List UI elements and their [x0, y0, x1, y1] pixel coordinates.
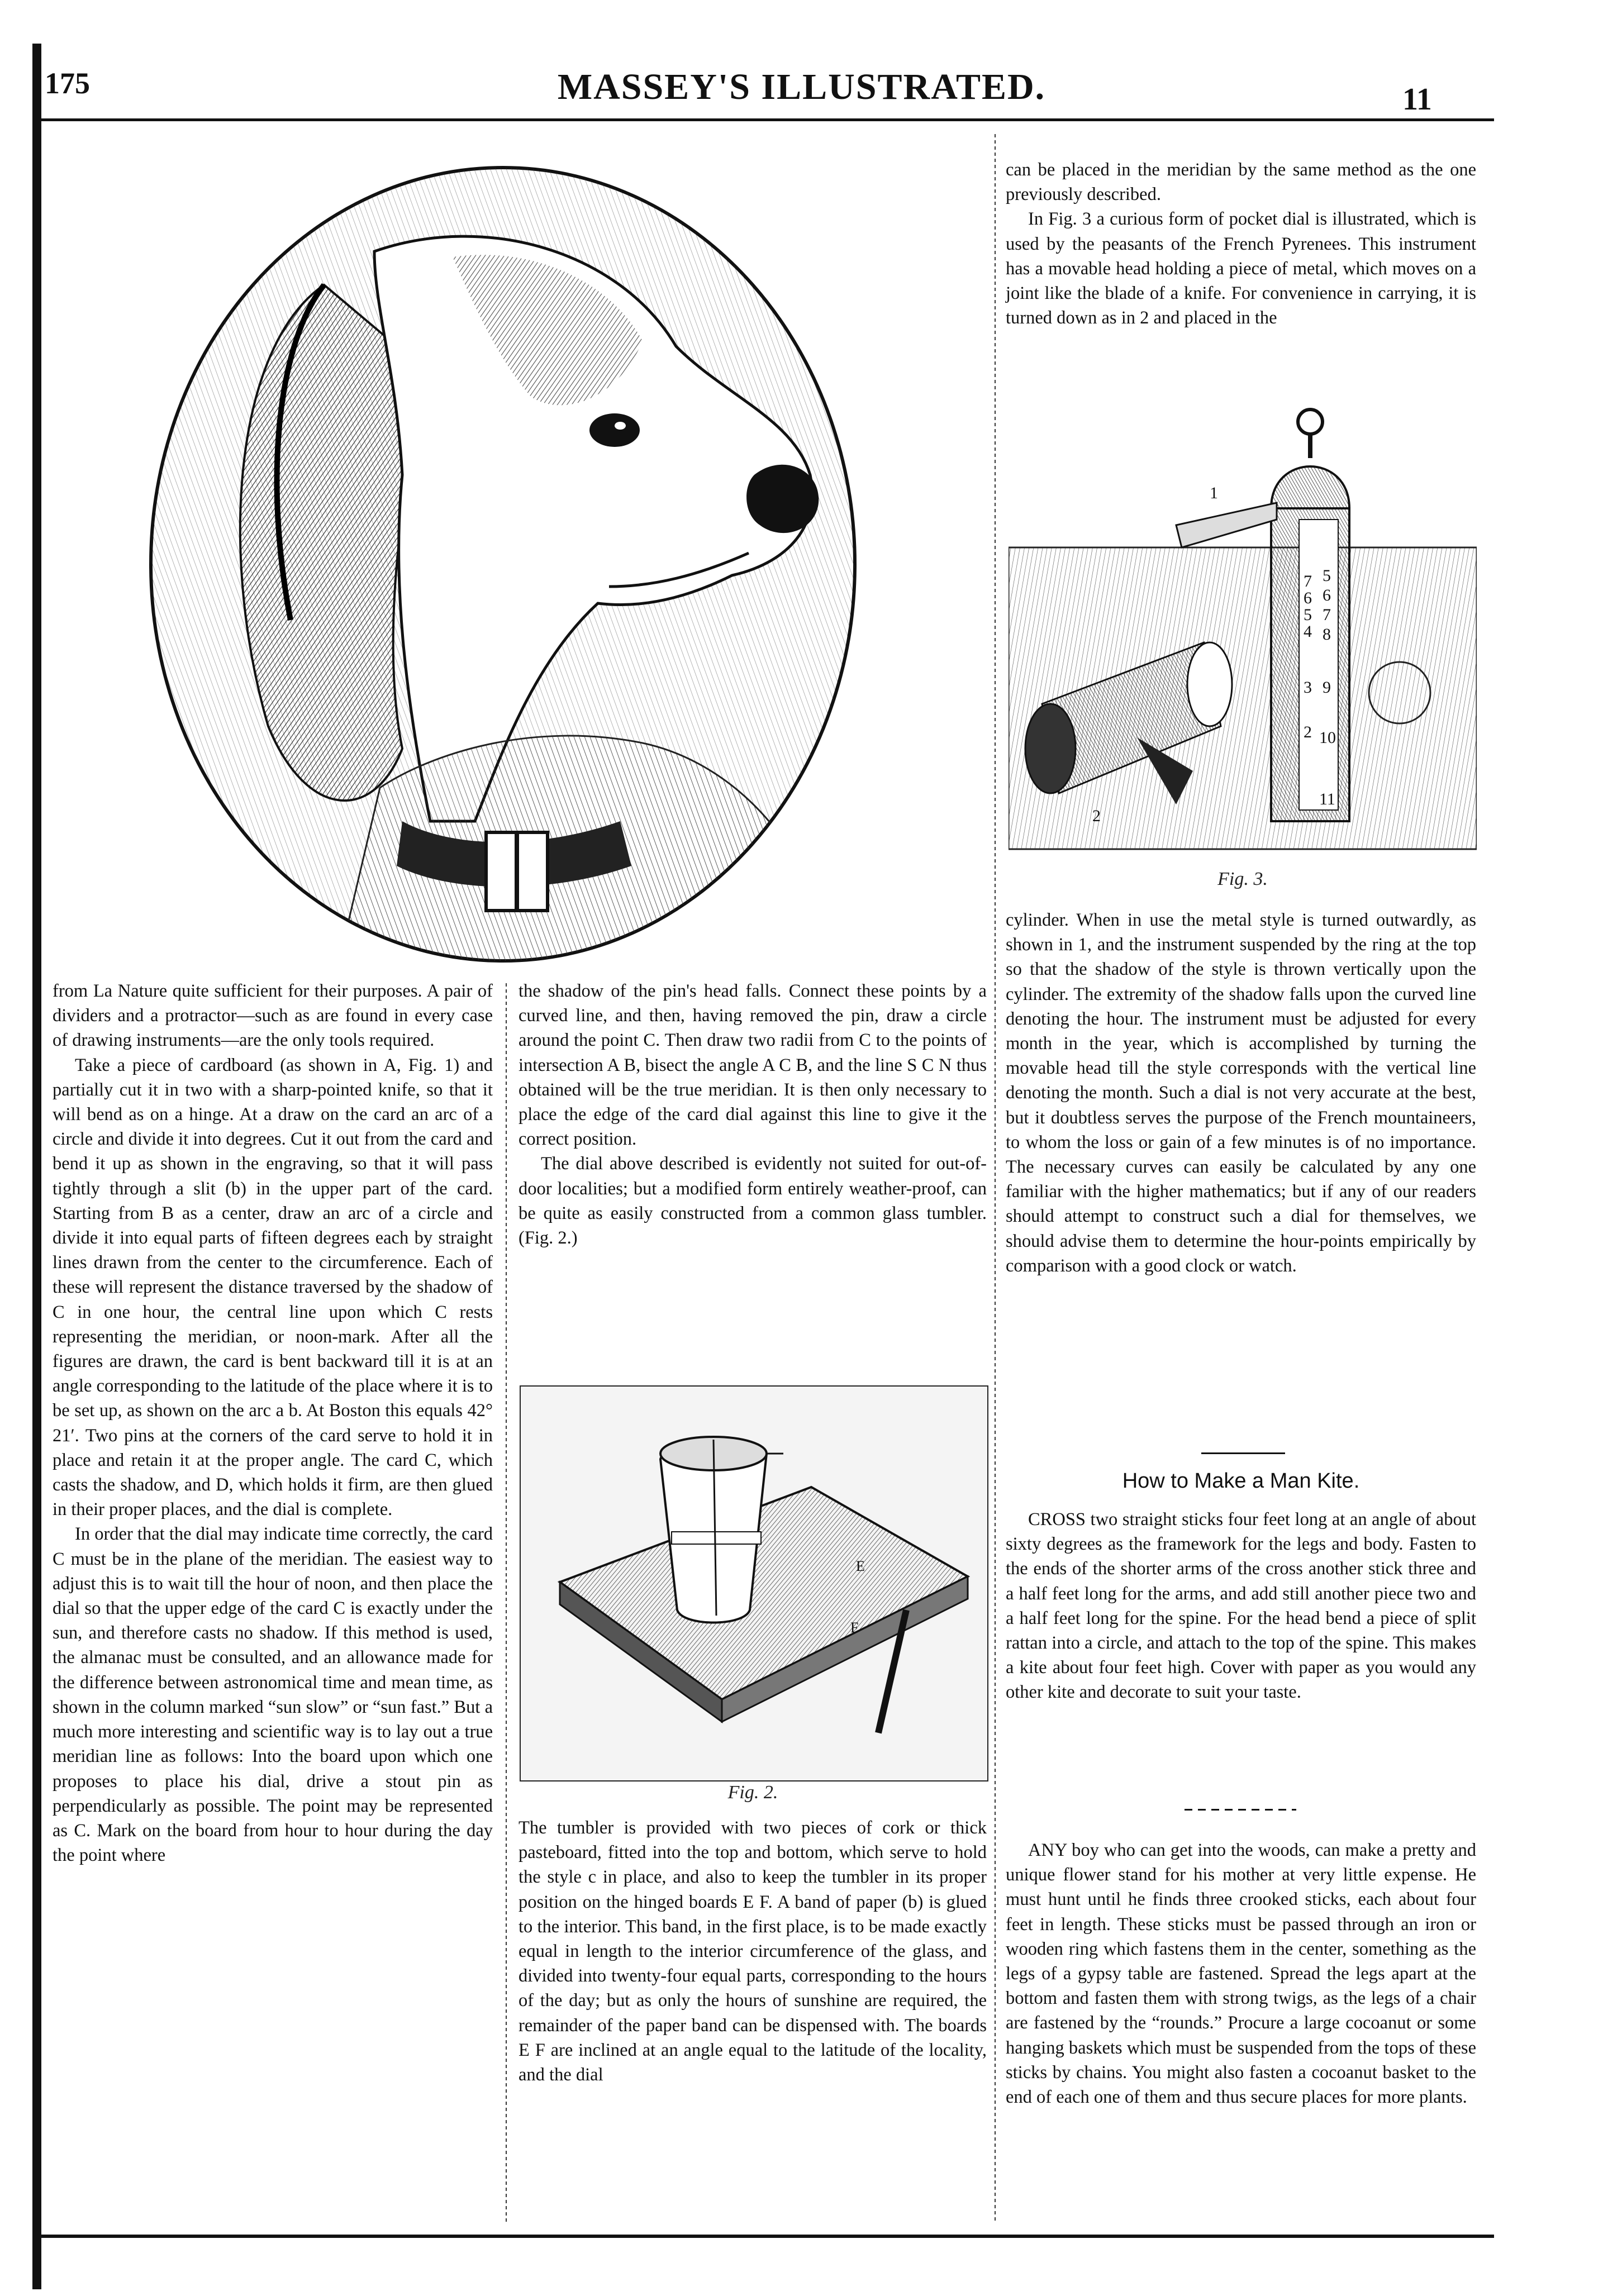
footer-rule	[41, 2235, 1494, 2238]
fig3-scale-left-0: 7	[1304, 572, 1312, 590]
fig3-scale-right-6: 11	[1319, 790, 1335, 808]
kite-top-rule	[1201, 1452, 1285, 1454]
kite-heading: How to Make a Man Kite.	[1122, 1469, 1360, 1493]
fig2-label-e: E	[856, 1558, 865, 1574]
right-column-kite	[1006, 1507, 1476, 1798]
fig3-svg	[1009, 380, 1477, 855]
page-title: MASSEY'S ILLUSTRATED.	[557, 66, 1046, 107]
middle-paragraph-2: The dial above described is evidently not suited for out-of-door localities; but a modified form entirely weather-proof, can be quite as easily constructed from a common glass tumbler. (Fig. 2.)	[519, 1154, 987, 1249]
left-paragraph-2: Take a piece of cardboard (as shown in A, Fig. 1) and partially cut it in two with a sharp-pointed knife, so that it will bend as on a hinge. At a draw on the card an arc of a circle and divide it into degrees. Cut it out from the card and bend it up as shown in the engraving, so that it will pass tightly through a slit (b) in the upper part of the card. Starting from B as a center, draw an arc of a circle and divide it into equal parts of fifteen degrees each by straight lines drawn from the center to the circumference. Each of these will represent the distance traversed by the shadow of C in one hour, the central line upon which C rests representing the meridian, or noon-mark. After all the figures are drawn, the card is bent backward till it is at an angle corresponding to the latitude of the place where it is to be set up, as shown on the arc a b. At Boston this equals 42° 21′. Two pins at the corners of the card serve to hold it in place and retain it at the proper angle. The card C, which casts the shadow, and D, which holds it firm, are then glued in their proper places, and the dial is complete.	[53, 1055, 493, 1520]
fig3-scale-right-1: 6	[1323, 586, 1331, 604]
fig3-scale-left-1: 6	[1304, 589, 1312, 607]
right-paragraph-1: can be placed in the meridian by the same method as the one previously described.	[1006, 160, 1476, 205]
dog-engraving-svg	[140, 162, 866, 978]
page-number-right: 11	[1402, 82, 1432, 117]
fig2-svg	[521, 1387, 987, 1780]
fig2-engraving	[520, 1385, 988, 1781]
header-rule	[41, 118, 1494, 121]
fig3-scale-right-4: 9	[1323, 678, 1331, 697]
right-column-top	[1006, 158, 1476, 381]
fig3-caption: Fig. 3.	[1217, 869, 1268, 889]
fig3-scale-right-3: 8	[1323, 625, 1331, 644]
left-column	[53, 979, 493, 2222]
fig3-label-2: 2	[1092, 807, 1101, 825]
kite-paragraph: CROSS two straight sticks four feet long at an angle of about sixty degrees as the framework for the legs and body. Fasten to the ends of the shorter arms of the cross another stick three and a half feet long for the arms, and add still another piece two and a half feet long for the spine. For the head bend a piece of split rattan into a circle, and attach to the top of the spine. This makes a kite about four feet high. Cover with paper as you would any other kite and decorate to suit your taste.	[1006, 1509, 1476, 1703]
fig3-scale-right-5: 10	[1319, 728, 1336, 747]
section-separator	[1185, 1809, 1296, 1811]
left-margin-rule	[32, 44, 41, 2289]
fig2-caption: Fig. 2.	[727, 1782, 778, 1803]
dog-engraving	[140, 162, 866, 978]
middle-column-bottom	[519, 1816, 987, 2223]
left-paragraph-1: from La Nature quite sufficient for their purposes. A pair of dividers and a protractor—such as are found in every case of drawing instruments—are the only tools required.	[53, 981, 493, 1051]
right-column-flower	[1006, 1838, 1476, 2223]
fig3-scale-left-2: 5	[1304, 606, 1312, 624]
fig3-scale-left-5: 2	[1304, 723, 1312, 741]
middle-column-top	[519, 979, 987, 1381]
right-paragraph-2: In Fig. 3 a curious form of pocket dial is illustrated, which is used by the peasants of the French Pyrenees. This instrument has a movable head holding a piece of metal, which moves on a joint like the blade of a knife. For convenience in carrying, it is turned down as in 2 and placed in the	[1006, 209, 1476, 328]
column-divider-right	[995, 134, 996, 2223]
fig3-scale-right-0: 5	[1323, 566, 1331, 585]
fig3-scale-right-2: 7	[1323, 606, 1331, 624]
fig3-scale-left-3: 4	[1304, 622, 1312, 641]
right-paragraph-3: cylinder. When in use the metal style is turned outwardly, as shown in 1, and the instrument suspended by the ring at the top so that the shadow of the style is thrown vertically upon the cylinder. The extremity of the shadow falls upon the curved line denoting the hour. The instrument must be adjusted for every month in the year, which is accomplished by turning the movable head till the style corresponds with the vertical line denoting the month. Such a dial is not very accurate at the best, but it doubtless serves the purpose of the French mountaineers, to whom the loss or gain of a few minutes is of no importance. The necessary curves can easily be calculated by any one familiar with the higher mathematics; but if any of our readers should attempt to construct such a dial for themselves, we should advise them to determine the hour-points empirically by comparison with a good clock or watch.	[1006, 910, 1476, 1276]
fig3-scale-left-4: 3	[1304, 678, 1312, 697]
column-divider-left	[506, 983, 507, 2223]
middle-paragraph-1: the shadow of the pin's head falls. Connect these points by a curved line, and then, having removed the pin, draw a circle around the point C. Then draw two radii from C to the points of intersection A B, bisect the angle A C B, and the line S C N thus obtained will be the true meridian. It is then only necessary to place the edge of the card dial against this line to give it the correct position.	[519, 981, 987, 1150]
fig3-label-1: 1	[1210, 484, 1218, 502]
fig2-label-f: F	[850, 1619, 859, 1636]
fig3-engraving	[1009, 380, 1477, 855]
middle-paragraph-3: The tumbler is provided with two pieces of cork or thick pasteboard, fitted into the top and bottom, which serve to hold the style c in place, and also to keep the tumbler in its proper position on the hinged boards E F. A band of paper (b) is glued to the interior. This band, in the first place, is to be made exactly equal in length to the interior circumference of the glass, and divided into twenty-four equal parts, corresponding to the hours of the day; but as only the hours of sunshine are required, the remainder of the paper band can be dispensed with. The boards E F are inclined at an angle equal to the latitude of the locality, and the dial	[519, 1818, 987, 2085]
left-paragraph-3: In order that the dial may indicate time correctly, the card C must be in the plane of the meridian. The easiest way to adjust this is to wait till the hour of noon, and then place the dial so that the upper edge of the card C is exactly under the sun, and therefore casts no shadow. If this method is used, the almanac must be consulted, and an allowance made for the difference between astronomical time and mean time, as shown in the column marked “sun slow” or “sun fast.” But a much more interesting and scientific way is to lay out a true meridian line as follows: Into the board upon which one proposes to place his dial, drive a stout pin as perpendicularly as possible. The point may be represented as C. Mark on the board from hour to hour during the day the point where	[53, 1524, 493, 1866]
page-number-left: 175	[45, 66, 90, 100]
flower-paragraph: ANY boy who can get into the woods, can make a pretty and unique flower stand for his mother at very little expense. He must hunt until he finds three crooked sticks, each about four feet in length. These sticks must be passed through an iron or wooden ring which fastens them in the center, something as the legs of a gypsy table are fastened. Spread the legs apart at the bottom and fasten them with strong twigs, as the legs of a chair are fastened by the “rounds.” Procure a large cocoanut or some hanging baskets which must be suspended from the tops of these sticks by chains. You might also fasten a cocoanut basket to the end of each one of them and thus secure places for more plants.	[1006, 1840, 1476, 2108]
right-column-middle	[1006, 908, 1476, 1450]
